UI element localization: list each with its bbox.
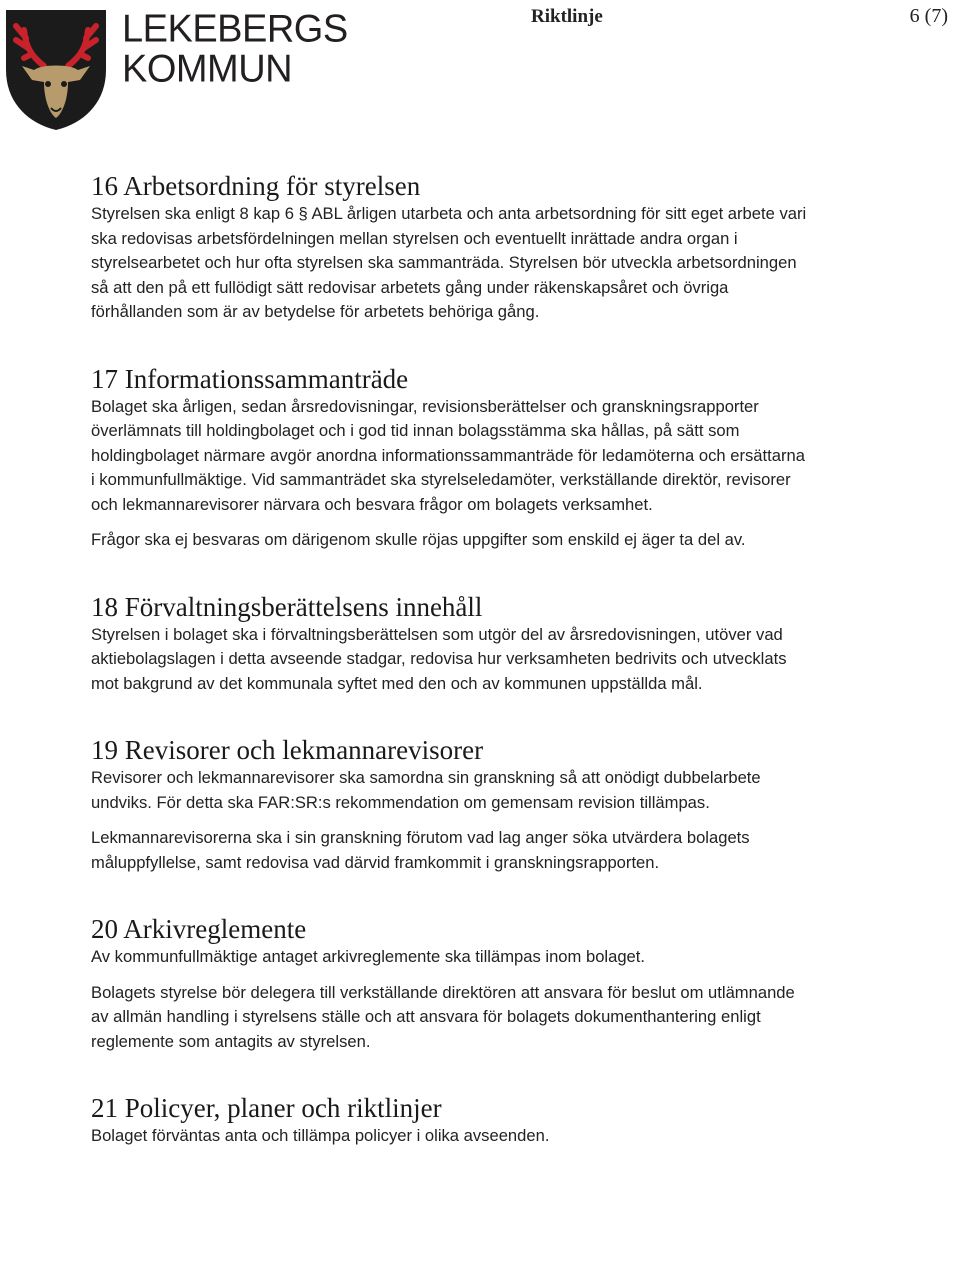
section-19 <box>91 734 811 875</box>
paragraph: Styrelsen i bolaget ska i förvaltningsberättelsen som utgör del av årsredovisningen, utöver vad aktiebolagslagen i detta avseende stadgar, redovisa hur verksamheten bedrivits och utvecklats mot bakgrund av det kommunala syftet med den och av kommunen uppställda mål. <box>91 624 787 693</box>
section-heading: 21 Policyer, planer och riktlinjer <box>91 1093 442 1123</box>
brand-wordmark <box>122 7 348 91</box>
section-17 <box>91 363 811 553</box>
paragraph: Frågor ska ej besvaras om därigenom skulle röjas uppgifter som enskild ej äger ta del av. <box>91 530 746 549</box>
brand-line-1: LEKEBERGS <box>122 7 348 51</box>
deer-shield-icon <box>4 8 108 132</box>
section-heading: 18 Förvaltningsberättelsens innehåll <box>91 591 483 622</box>
paragraph: Bolaget förväntas anta och tillämpa policyer i olika avseenden. <box>91 1126 550 1145</box>
section-18 <box>91 591 811 697</box>
paragraph: Styrelsen ska enligt 8 kap 6 § ABL årligen utarbeta och anta arbetsordning för sitt eget arbete vari ska redovisas arbetsfördelningen mellan styrelsen och eventuellt inrättade andra organ i styrelsearbetet och hur ofta styrelsen ska sammanträda. Styrelsen bör utveckla arbetsordningen så att den på ett fullödigt sätt redovisar arbetets gång under räkenskapsåret och övriga förhållanden som är av betydelse för arbetets behöriga gång. <box>91 204 807 321</box>
section-21 <box>91 1092 811 1149</box>
document-type: Riktlinje <box>531 6 603 27</box>
paragraph: Bolaget ska årligen, sedan årsredovisningar, revisionsberättelser och granskningsrapporter överlämnats till holdingbolaget och i god tid innan bolagsstämma ska hållas, på sätt som holdingbolaget närmare avgör anordna informationssammanträde för ledamöterna och ersättarna i kommunfullmäktige. Vid sammanträdet ska styrelseledamöter, verkställande direktör, revisorer och lekmannarevisorer närvara och besvara frågor om bolagets verksamhet. <box>91 396 805 514</box>
section-heading: 16 Arbetsordning för styrelsen <box>91 171 421 201</box>
document-body <box>91 170 811 1149</box>
paragraph: Revisorer och lekmannarevisorer ska samordna sin granskning så att onödigt dubbelarbete undviks. För detta ska FAR:SR:s rekommendation om gemensam revision tillämpas. <box>91 768 761 812</box>
section-heading: 19 Revisorer och lekmannarevisorer <box>91 735 484 765</box>
paragraph: Av kommunfullmäktige antaget arkivreglemente ska tillämpas inom bolaget. <box>91 947 646 966</box>
section-heading: 17 Informationssammanträde <box>91 363 409 394</box>
section-20 <box>91 913 811 1054</box>
section-16 <box>91 170 811 325</box>
paragraph: Lekmannarevisorerna ska i sin granskning förutom vad lag anger söka utvärdera bolagets måluppfyllelse, samt redovisa vad därvid framkommit i granskningsrapporten. <box>91 828 750 872</box>
brand-line-2: KOMMUN <box>122 47 293 91</box>
section-heading: 20 Arkivreglemente <box>91 914 307 944</box>
paragraph: Bolagets styrelse bör delegera till verkställande direktören att ansvara för beslut om utlämnande av allmän handling i styrelsens ställe och att ansvara för bolagets dokumenthantering enligt reglemente som antagits av styrelsen. <box>91 982 795 1051</box>
page-number: 6 (7) <box>909 5 948 27</box>
